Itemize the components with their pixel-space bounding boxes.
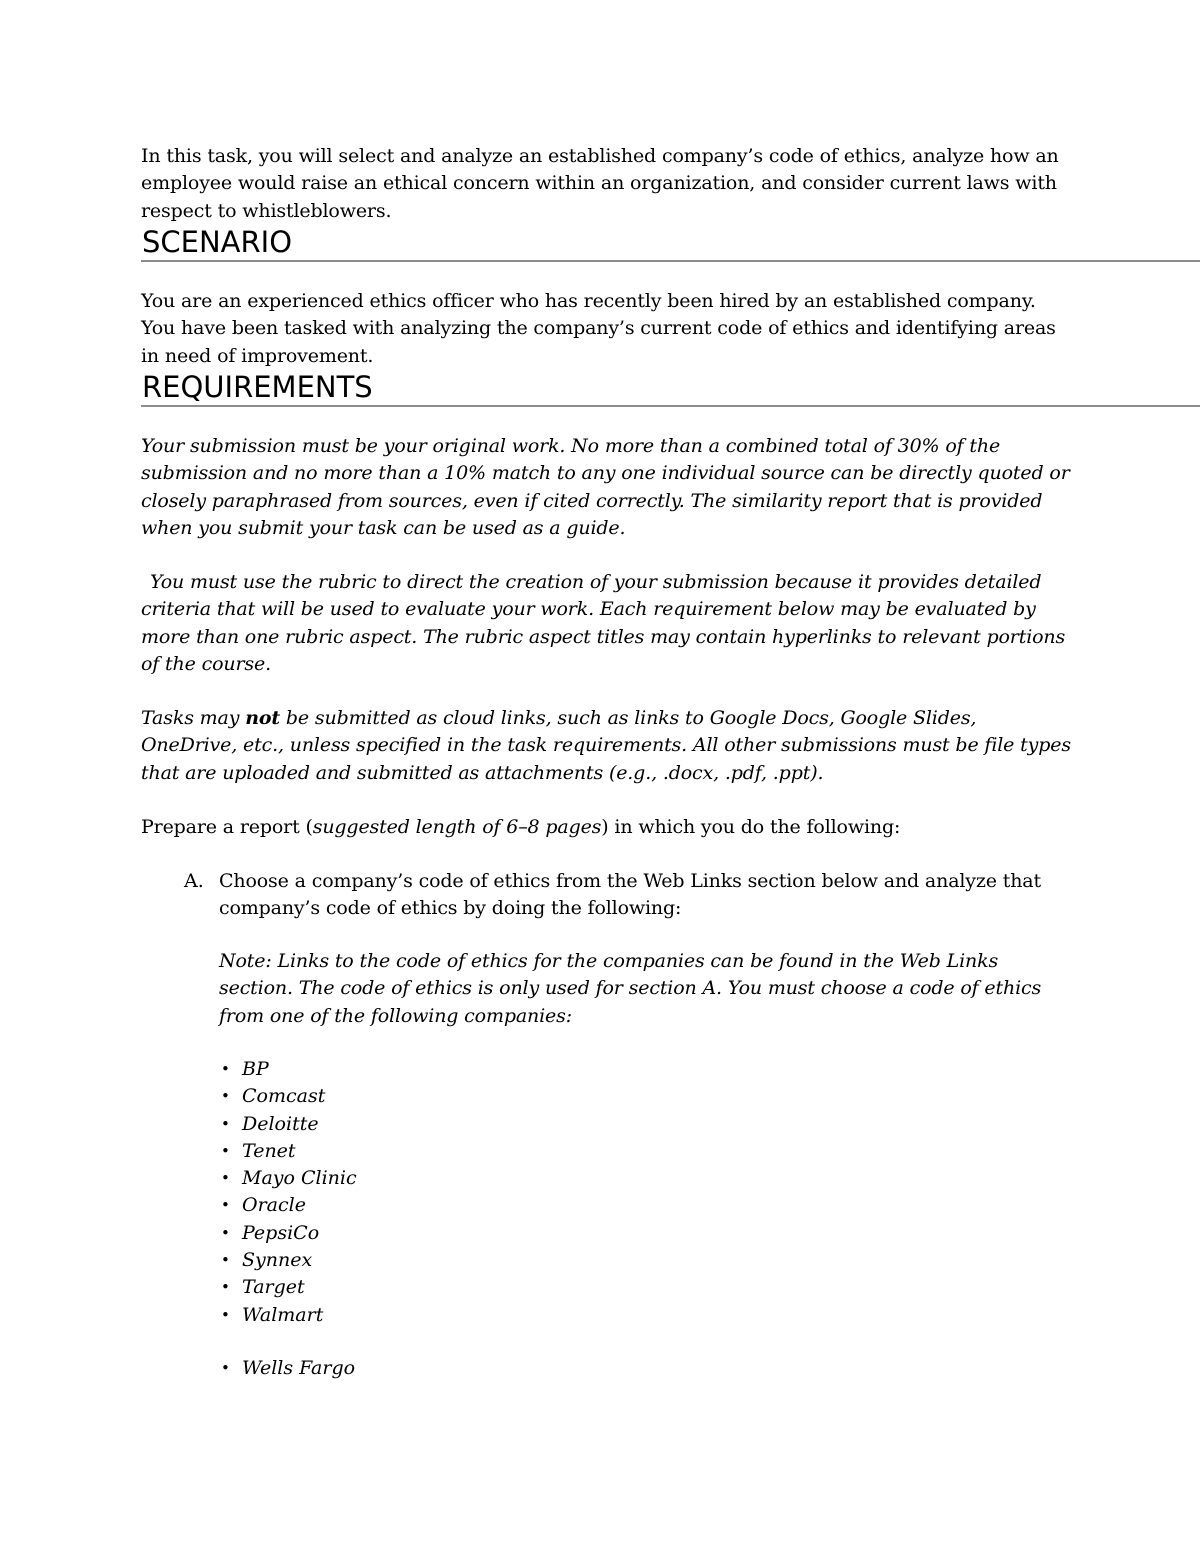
item-a-note: Note: Links to the code of ethics for the companies can be found in the Web Links section. The code of ethics is only used for section A. You must choose a code of ethics from one of the following companies: (219, 950, 1042, 1027)
company-name: Walmart (242, 1303, 324, 1326)
rubric-paragraph: You must use the rubric to direct the creation of your submission because it provides detailed criteria that will be used to evaluate your work. Each requirement below may be evaluated by more than one rubric aspect. The rubric aspect titles may contain hyperlinks to relevant portions of the course. (141, 571, 1066, 675)
bullet-icon: • (221, 1359, 230, 1377)
company-list-item (219, 1192, 357, 1219)
company-list-item (219, 1138, 357, 1165)
bullet-icon: • (221, 1141, 230, 1160)
bullet-icon: • (221, 1087, 230, 1106)
company-name: Synnex (242, 1249, 313, 1272)
cloud-links-text-start: Tasks may (141, 707, 246, 729)
scenario-heading: SCENARIO (142, 225, 293, 259)
cloud-links-paragraph (141, 705, 1071, 787)
company-list-item (219, 1165, 357, 1192)
bullet-icon: • (221, 1305, 230, 1324)
company-list-item (219, 1083, 357, 1110)
company-name: Target (242, 1276, 305, 1299)
bullet-icon: • (221, 1196, 230, 1215)
item-a-text: Choose a company’s code of ethics from the Web Links section below and analyze that company’s code of ethics by doing the following: (219, 870, 1041, 920)
bullet-icon: • (221, 1114, 230, 1133)
cloud-links-text-end: be submitted as cloud links, such as links to Google Docs, Google Slides, OneDrive, etc., unless specified in the task requirements. All other submissions must be file types that are uploaded and submitted as attachments (e.g., .docx, .pdf, .ppt). (141, 707, 1071, 784)
bullet-icon: • (221, 1251, 230, 1270)
company-list-item (219, 1111, 357, 1138)
company-list-item (219, 1302, 357, 1329)
originality-paragraph: Your submission must be your original work. No more than a combined total of 30% of the submission and no more than a 10% match to any one individual source can be directly quoted or closely paraphrased from sources, even if cited correctly. The similarity report that is provided when you submit your task can be used as a guide. (141, 435, 1070, 539)
company-name: Deloitte (242, 1112, 319, 1135)
company-name: Mayo Clinic (242, 1167, 357, 1190)
company-list-item (219, 1247, 357, 1274)
item-a-letter: A. (184, 870, 204, 892)
scenario-divider (141, 260, 1200, 262)
requirements-heading: REQUIREMENTS (142, 370, 373, 404)
company-list-item (219, 1220, 357, 1247)
bullet-icon: • (221, 1223, 230, 1242)
company-name: BP (242, 1058, 269, 1080)
company-list-item (219, 1355, 355, 1382)
company-name: Tenet (242, 1139, 296, 1162)
requirements-divider (141, 405, 1200, 407)
company-name: Wells Fargo (242, 1357, 356, 1379)
scenario-paragraph: You are an experienced ethics officer who has recently been hired by an established company. You have been tasked with analyzing the company’s current code of ethics and identifying areas in need of improvement. (141, 290, 1056, 367)
cloud-links-emphasis: not (245, 707, 281, 729)
prepare-text-start: Prepare a report ( (141, 816, 313, 838)
company-list-item (219, 1274, 357, 1301)
bullet-icon: • (221, 1278, 230, 1297)
bullet-icon: • (221, 1060, 230, 1078)
prepare-text-end: ) in which you do the following: (601, 816, 901, 838)
company-list-item (219, 1056, 357, 1083)
bullet-icon: • (221, 1169, 230, 1188)
company-name: Comcast (242, 1085, 326, 1108)
prepare-length: suggested length of 6–8 pages (312, 816, 602, 838)
prepare-report-paragraph (141, 814, 1071, 841)
company-list (219, 1056, 357, 1329)
intro-paragraph: In this task, you will select and analyze an established company’s code of ethics, analyze how an employee would raise an ethical concern within an organization, and consider current laws with respect to whistleblowers. (141, 145, 1059, 222)
company-name: Oracle (242, 1194, 306, 1217)
company-name: PepsiCo (242, 1221, 320, 1244)
